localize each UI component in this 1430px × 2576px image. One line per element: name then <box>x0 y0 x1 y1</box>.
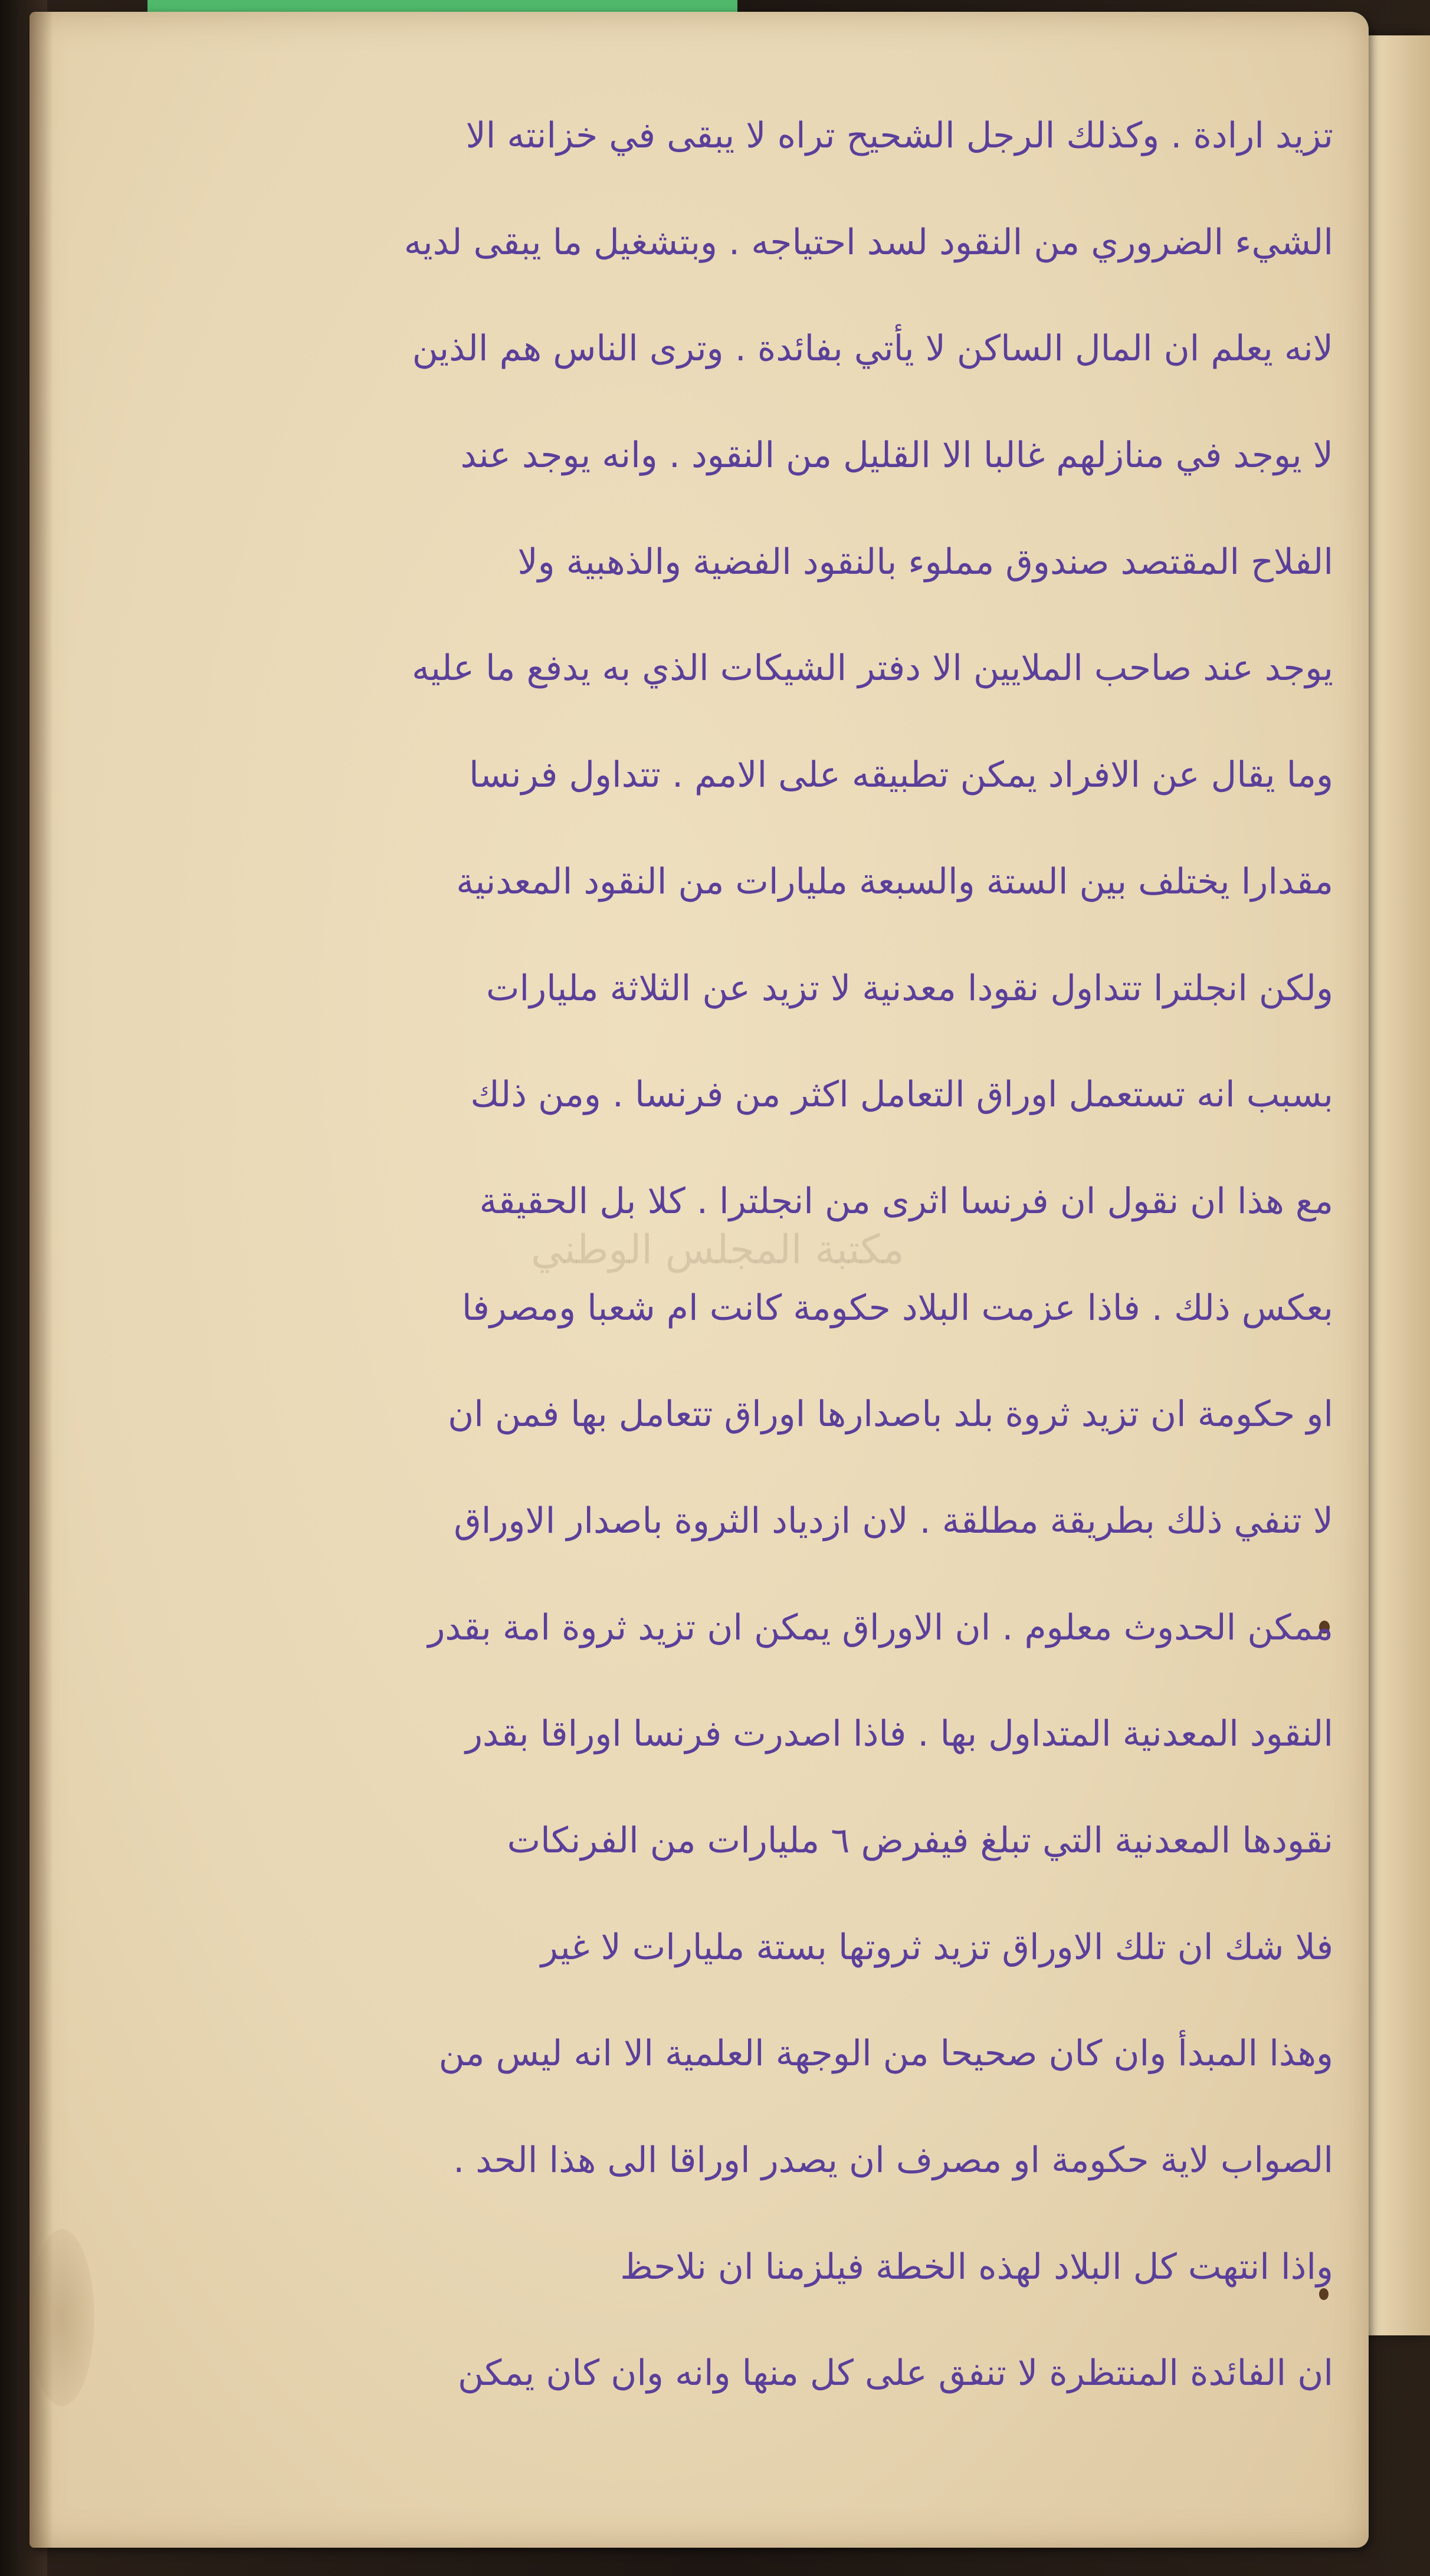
text-line: مع هذا ان نقول ان فرنسا اثرى من انجلترا . كلا بل الحقيقة <box>479 1180 1333 1222</box>
text-line: واذا انتهت كل البلاد لهذه الخطة فيلزمنا ان نلاحظ <box>620 2246 1333 2288</box>
page-stain <box>29 2229 94 2406</box>
text-line: النقود المعدنية المتداول بها . فاذا اصدرت فرنسا اوراقا بقدر <box>465 1713 1333 1755</box>
text-line: الشيء الضروري من النقود لسد احتياجه . وبتشغيل ما يبقى لديه <box>404 221 1333 263</box>
handwritten-text <box>118 83 1333 2427</box>
text-line: الصواب لاية حكومة او مصرف ان يصدر اوراقا الى هذا الحد . <box>453 2140 1333 2181</box>
text-line: ممكن الحدوث معلوم . ان الاوراق يمكن ان تزيد ثروة امة بقدر <box>428 1606 1333 1648</box>
text-line: لا يوجد في منازلهم غالبا الا القليل من النقود . وانه يوجد عند <box>460 435 1333 477</box>
text-line: ان الفائدة المنتظرة لا تنفق على كل منها وانه وان كان يمكن <box>458 2352 1333 2394</box>
text-line: تزيد ارادة . وكذلك الرجل الشحيح تراه لا يبقى في خزانته الا <box>465 115 1333 156</box>
page-left-edge <box>29 12 53 2548</box>
text-line: وما يقال عن الافراد يمكن تطبيقه على الامم . تتداول فرنسا <box>469 754 1333 796</box>
text-line: يوجد عند صاحب الملايين الا دفتر الشيكات الذي به يدفع ما عليه <box>411 648 1333 689</box>
text-line: لا تنفي ذلك بطريقة مطلقة . لان ازدياد الثروة باصدار الاوراق <box>454 1500 1333 1542</box>
library-watermark: مكتبة المجلس الوطني <box>531 1227 904 1273</box>
text-line: بسبب انه تستعمل اوراق التعامل اكثر من فرنسا . ومن ذلك <box>470 1074 1333 1116</box>
text-line: فلا شك ان تلك الاوراق تزيد ثروتها بستة مليارات لا غير <box>540 1926 1333 1968</box>
text-line: الفلاح المقتصد صندوق مملوء بالنقود الفضية والذهبية ولا <box>517 541 1333 583</box>
text-line: نقودها المعدنية التي تبلغ فيفرض ٦ مليارات من الفرنكات <box>507 1820 1333 1861</box>
text-line: مقدارا يختلف بين الستة والسبعة مليارات من النقود المعدنية <box>456 860 1333 902</box>
text-line: بعكس ذلك . فاذا عزمت البلاد حكومة كانت ام شعبا ومصرفا <box>461 1287 1333 1329</box>
text-line: ولكن انجلترا تتداول نقودا معدنية لا تزيد عن الثلاثة مليارات <box>486 967 1333 1009</box>
text-line: وهذا المبدأ وان كان صحيحا من الوجهة العلمية الا انه ليس من <box>438 2033 1333 2075</box>
text-line: او حكومة ان تزيد ثروة بلد باصدارها اوراق تتعامل بها فمن ان <box>448 1394 1333 1435</box>
text-line: لانه يعلم ان المال الساكن لا يأتي بفائدة . وترى الناس هم الذين <box>412 328 1333 370</box>
